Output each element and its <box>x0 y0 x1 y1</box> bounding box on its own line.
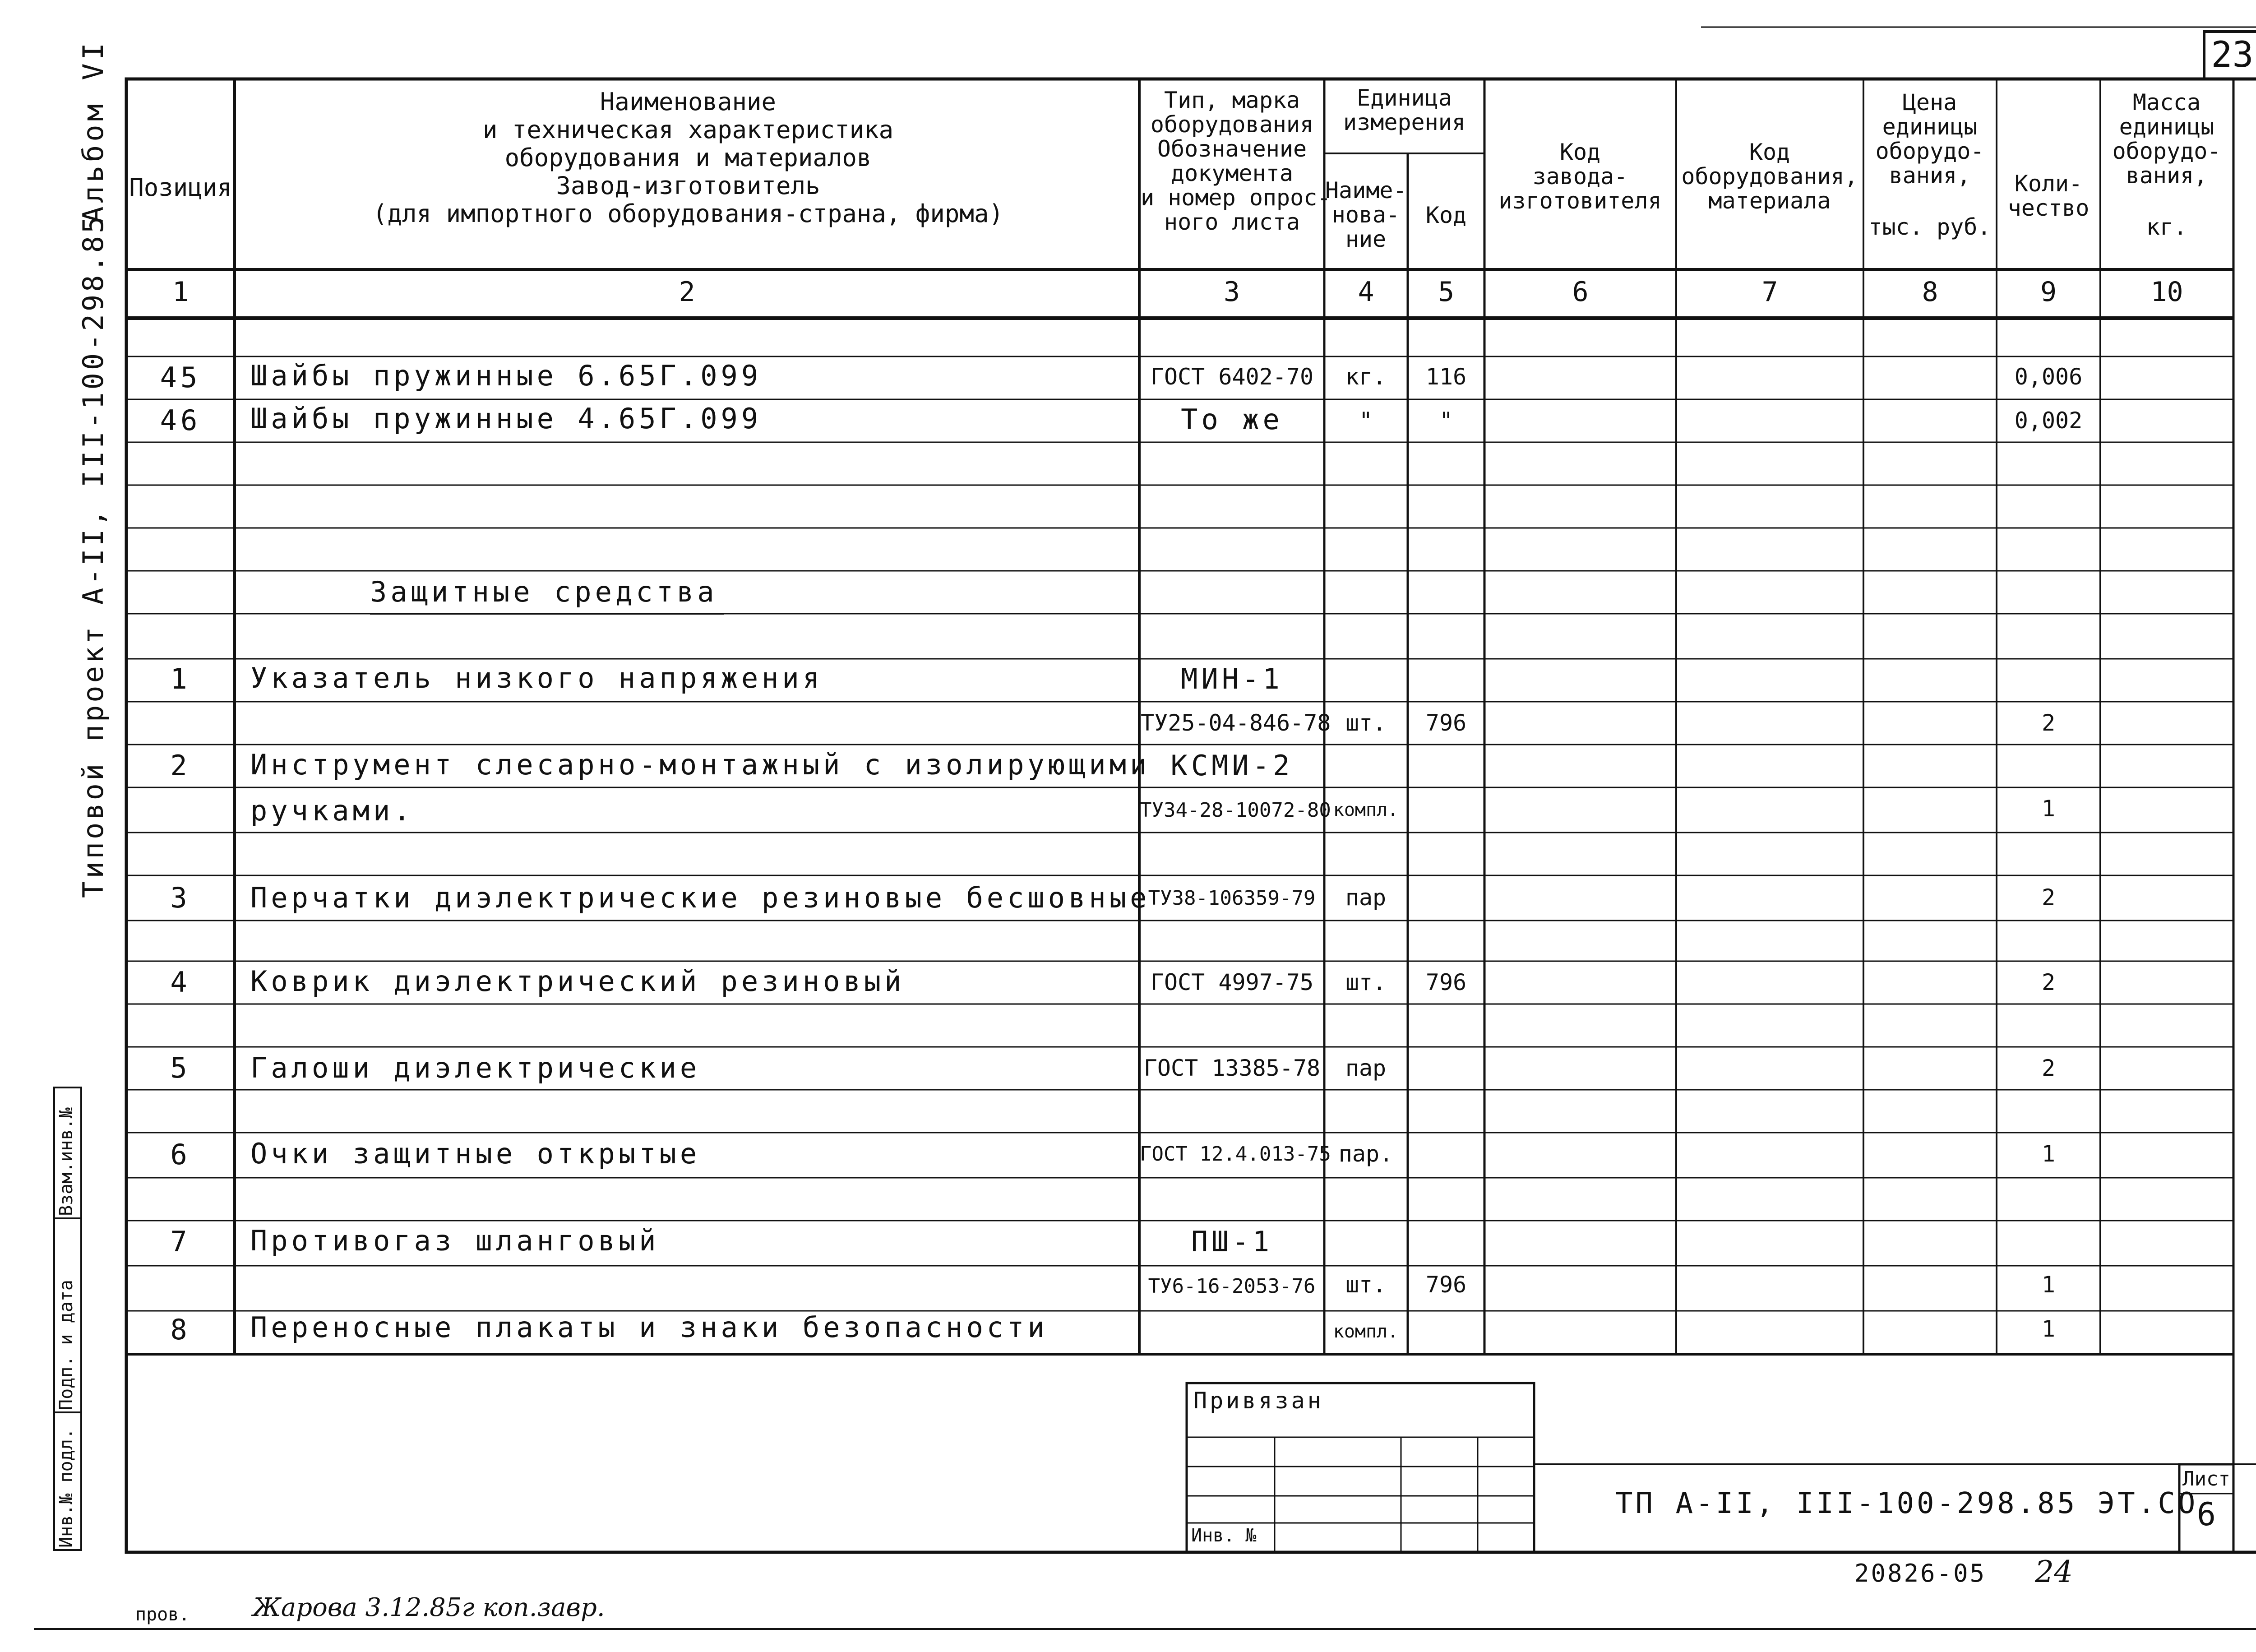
handwritten-signature-note: Жарова 3.12.85г коп.завр. <box>253 1593 605 1622</box>
row-position: 46 <box>160 404 201 437</box>
row-position: 7 <box>170 1225 191 1258</box>
col-number: 3 <box>1223 276 1240 308</box>
row-type: ГОСТ 6402-70 <box>1150 364 1314 390</box>
row-type: То же <box>1181 403 1283 436</box>
row-unit: " <box>1359 407 1373 434</box>
row-position: 45 <box>160 361 201 394</box>
row-name: Очки защитные открытые <box>250 1137 701 1170</box>
row-quantity: 2 <box>2041 710 2056 736</box>
header-position: Позиция <box>129 173 232 202</box>
page-number: 24 <box>2035 1555 2073 1589</box>
row-type: ТУ6-16-2053-76 <box>1148 1275 1316 1298</box>
project-label: Типовой проект А-II, III-100-298.85 <box>77 213 110 898</box>
stamp-original-inv: Инв.№ подл. <box>56 1428 77 1548</box>
order-number: 20826-05 <box>1854 1559 1987 1587</box>
header-equipment-code: Код оборудования, материала <box>1681 139 1858 214</box>
row-name: ручками. <box>250 794 414 827</box>
header-name: Наименование и техническая характеристика оборудования и материалов Завод-изготовитель (для импортного оборудования-страна, фирма) <box>373 88 1003 228</box>
row-quantity: 0,006 <box>2014 364 2083 390</box>
row-type: ПШ-1 <box>1191 1225 1273 1258</box>
row-unit: пар <box>1345 884 1387 911</box>
row-quantity: 1 <box>2041 1316 2056 1342</box>
row-position: 8 <box>170 1313 191 1346</box>
header-unit-name: Наиме- нова- ние <box>1325 177 1407 252</box>
row-position: 3 <box>170 881 191 914</box>
row-type: ТУ38-106359-79 <box>1148 887 1316 910</box>
row-quantity: 2 <box>2041 1055 2056 1081</box>
header-unit-code: Код <box>1425 202 1467 228</box>
row-position: 1 <box>170 662 191 695</box>
row-unit: пар. <box>1338 1141 1393 1167</box>
header-unit-mass: Масса единицы оборудо- вания, кг. <box>2112 89 2221 240</box>
row-position: 5 <box>170 1051 191 1084</box>
row-quantity: 1 <box>2041 796 2056 822</box>
row-name: Указатель низкого напряжения <box>250 662 823 694</box>
header-quantity: Коли- чество <box>2007 171 2090 221</box>
col-number: 1 <box>172 276 189 308</box>
row-unit: компл. <box>1333 800 1399 820</box>
row-code: 796 <box>1425 710 1467 736</box>
document-code: ТП А-II, III-100-298.85 ЭТ.СО <box>1615 1487 2198 1520</box>
row-type: КСМИ-2 <box>1170 749 1294 782</box>
sheet-label: Лист <box>2182 1467 2230 1490</box>
stamp-replacement-inv: Взам.инв.№ <box>56 1107 77 1216</box>
row-quantity: 2 <box>2041 969 2056 995</box>
row-unit: кг. <box>1345 364 1387 390</box>
row-position: 6 <box>170 1138 191 1171</box>
section-heading: Защитные средства <box>370 575 718 608</box>
row-name: Переносные плакаты и знаки безопасности <box>250 1311 1048 1344</box>
row-unit: шт. <box>1345 710 1387 736</box>
row-position: 2 <box>170 749 191 782</box>
col-number: 8 <box>1922 276 1938 308</box>
row-type: ГОСТ 4997-75 <box>1150 969 1314 995</box>
row-quantity: 1 <box>2041 1141 2056 1167</box>
row-quantity: 2 <box>2041 884 2056 911</box>
row-type: ГОСТ 13385-78 <box>1143 1055 1321 1081</box>
row-type: ГОСТ 12.4.013-75 <box>1140 1143 1331 1166</box>
col-number: 2 <box>679 276 695 308</box>
row-name: Противогаз шланговый <box>250 1224 660 1257</box>
row-name: Галоши диэлектрические <box>250 1051 701 1084</box>
inventory-label: Инв. № <box>1191 1525 1257 1546</box>
row-quantity: 1 <box>2041 1272 2056 1298</box>
row-position: 4 <box>170 966 191 999</box>
col-number: 10 <box>2150 276 2183 308</box>
row-quantity: 0,002 <box>2014 407 2083 434</box>
col-number: 5 <box>1438 276 1455 308</box>
row-unit: шт. <box>1345 1272 1387 1298</box>
row-name: Шайбы пружинные 4.65Г.099 <box>250 402 762 435</box>
col-number: 7 <box>1761 276 1778 308</box>
row-unit: компл. <box>1333 1321 1399 1342</box>
col-number: 9 <box>2040 276 2057 308</box>
row-type: ТУ25-04-846-78 <box>1141 710 1331 736</box>
row-name: Коврик диэлектрический резиновый <box>250 965 905 998</box>
row-name: Инструмент слесарно-монтажный с изолирующими <box>250 748 1151 781</box>
col-number: 6 <box>1572 276 1589 308</box>
header-plant-code: Код завода- изготовителя <box>1498 139 1662 214</box>
checked-label: пров. <box>135 1604 190 1625</box>
row-type: МИН-1 <box>1181 662 1283 695</box>
row-type: ТУ34-28-10072-80 <box>1140 799 1331 822</box>
header-unit-price: Цена единицы оборудо- вания, тыс. руб. <box>1868 89 1991 240</box>
row-unit: пар <box>1345 1055 1387 1081</box>
col-number: 4 <box>1358 276 1374 308</box>
bound-label: Привязан <box>1193 1388 1324 1414</box>
row-unit: шт. <box>1345 969 1387 995</box>
row-code: 796 <box>1425 969 1467 995</box>
header-unit-group: Единица измерения <box>1343 85 1465 135</box>
row-code: " <box>1439 407 1453 434</box>
row-name: Перчатки диэлектрические резиновые бесшовные <box>250 881 1151 914</box>
sheet-corner-number: 23 <box>2211 35 2254 75</box>
stamp-signature-date: Подп. и дата <box>56 1280 77 1410</box>
row-name: Шайбы пружинные 6.65Г.099 <box>250 359 762 392</box>
album-label: Альбом VI <box>77 39 110 223</box>
header-type: Тип, марка оборудования Обозначение документа и номер опрос- ного листа <box>1141 87 1331 235</box>
row-code: 796 <box>1425 1272 1467 1298</box>
sheet-number: 6 <box>2196 1496 2216 1533</box>
row-code: 116 <box>1425 364 1467 390</box>
